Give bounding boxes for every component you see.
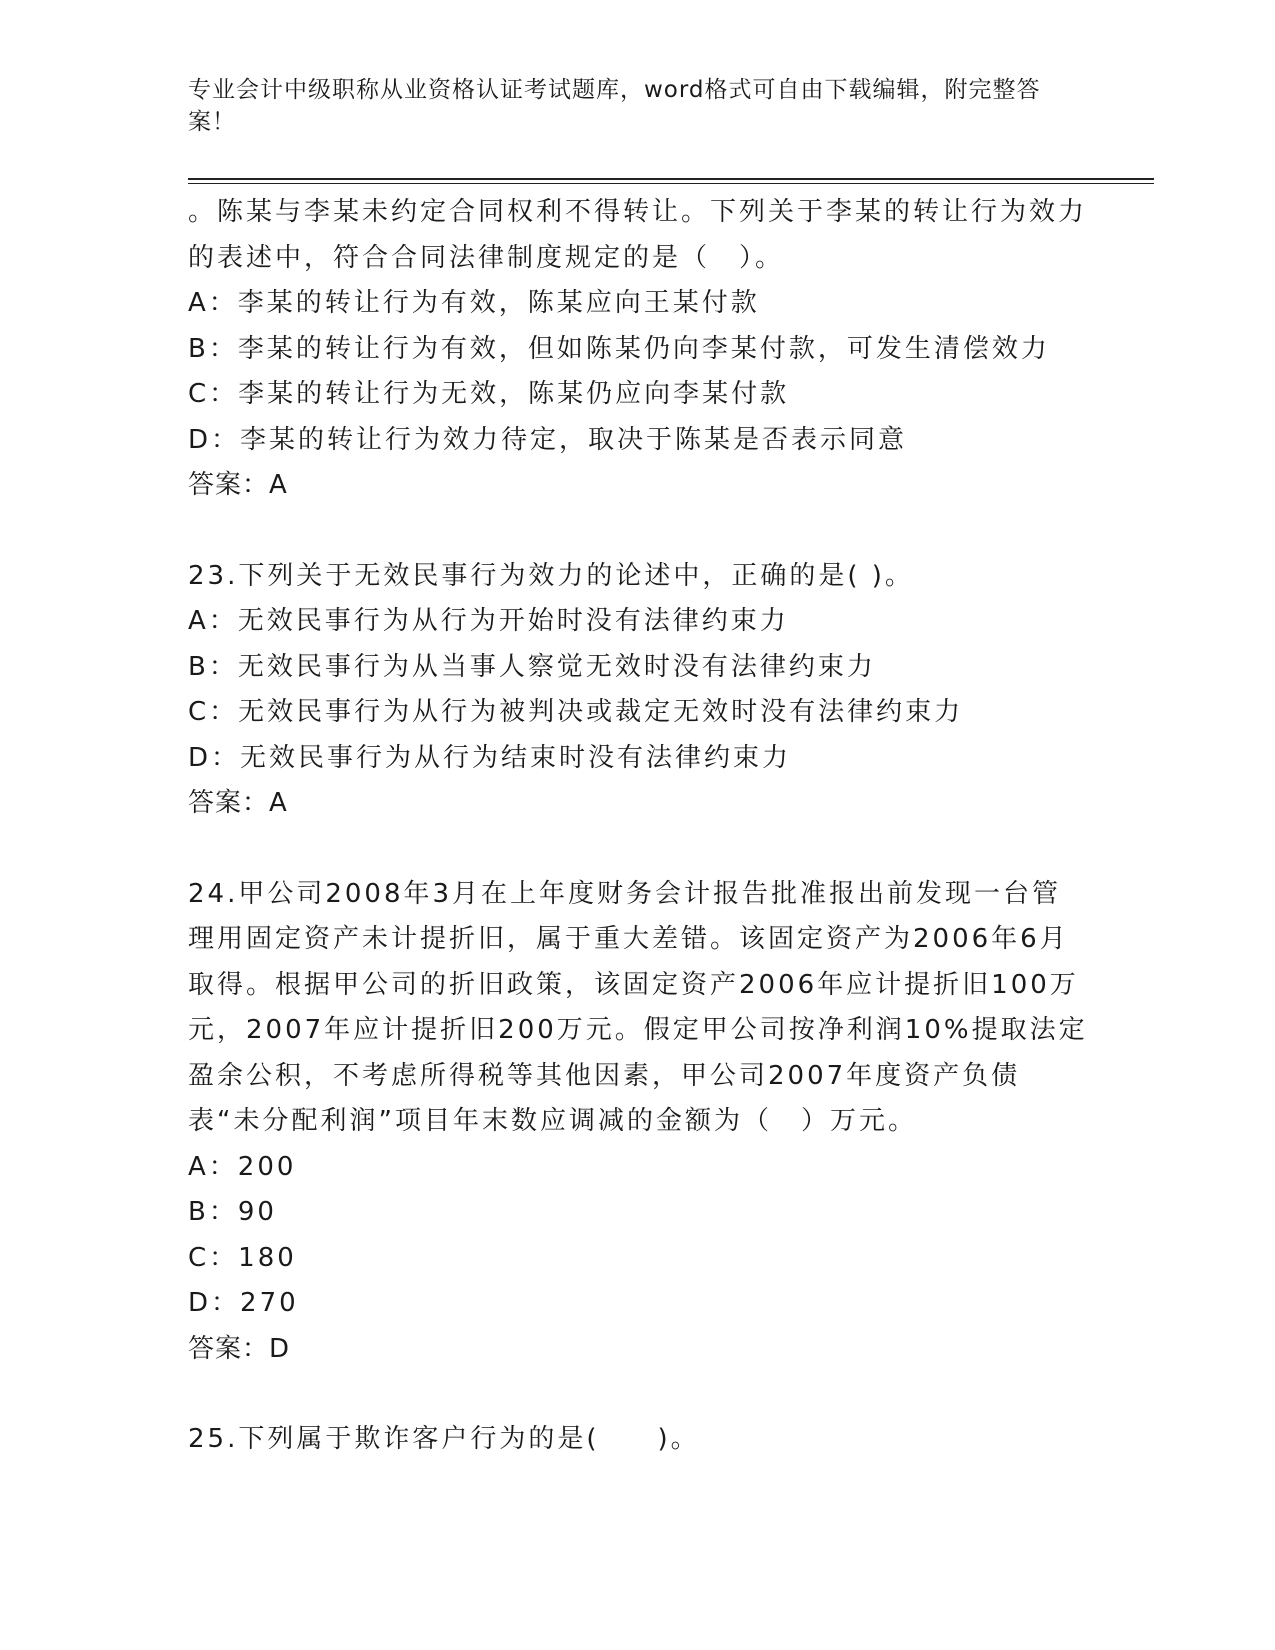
header-divider	[188, 178, 1154, 184]
question-24	[188, 872, 1088, 1373]
option-b: B：90	[188, 1197, 277, 1227]
question-stem: 25.下列属于欺诈客户行为的是( )。	[188, 1424, 700, 1454]
spacer	[188, 509, 1088, 554]
option-a: A：李某的转让行为有效，陈某应向王某付款	[188, 288, 760, 318]
question-stem: 23.下列关于无效民事行为效力的论述中，正确的是( )。	[188, 560, 914, 591]
question-stem: 24.甲公司2008年3月在上年度财务会计报告批准报出前发现一台管理用固定资产未计提折旧，属于重大差错。该固定资产为2006年6月取得。根据甲公司的折旧政策，该固定资产2006年应计提折旧100万元，2007年应计提折旧200万元。假定甲公司按净利润10%提取法定盈余公积，不考虑所得税等其他因素，甲公司2007年度资产负债表“未分配利润”项目年末数应调减的金额为（ ）万元。	[188, 878, 1088, 1136]
option-c: C：无效民事行为从行为被判决或裁定无效时没有法律约束力	[188, 697, 964, 727]
option-c: C：180	[188, 1242, 297, 1273]
header-title: 专业会计中级职称从业资格认证考试题库，word格式可自由下载编辑，附完整答案！	[188, 77, 1041, 135]
spacer	[188, 1372, 1088, 1417]
option-b: B：李某的转让行为有效，但如陈某仍向李某付款，可发生清偿效力	[188, 333, 1050, 364]
option-d: D：李某的转让行为效力待定，取决于陈某是否表示同意	[188, 424, 908, 455]
question-25	[188, 1417, 1088, 1463]
question-stem: 。陈某与李某未约定合同权利不得转让。下列关于李某的转让行为效力的表述中，符合合同法律制度规定的是（ ）。	[188, 197, 1088, 273]
page-header	[188, 74, 1068, 138]
answer-label: 答案：A	[188, 788, 288, 818]
question-content	[188, 190, 1088, 1463]
option-a: A：无效民事行为从行为开始时没有法律约束力	[188, 606, 789, 636]
option-a: A：200	[188, 1151, 297, 1182]
question-22	[188, 190, 1088, 509]
option-c: C：李某的转让行为无效，陈某仍应向李某付款	[188, 379, 790, 409]
answer-label: 答案：D	[188, 1333, 291, 1364]
question-23	[188, 554, 1088, 827]
option-d: D：270	[188, 1288, 299, 1318]
answer-label: 答案：A	[188, 470, 288, 500]
spacer	[188, 827, 1088, 872]
option-b: B：无效民事行为从当事人察觉无效时没有法律约束力	[188, 651, 876, 682]
option-d: D：无效民事行为从行为结束时没有法律约束力	[188, 742, 792, 773]
